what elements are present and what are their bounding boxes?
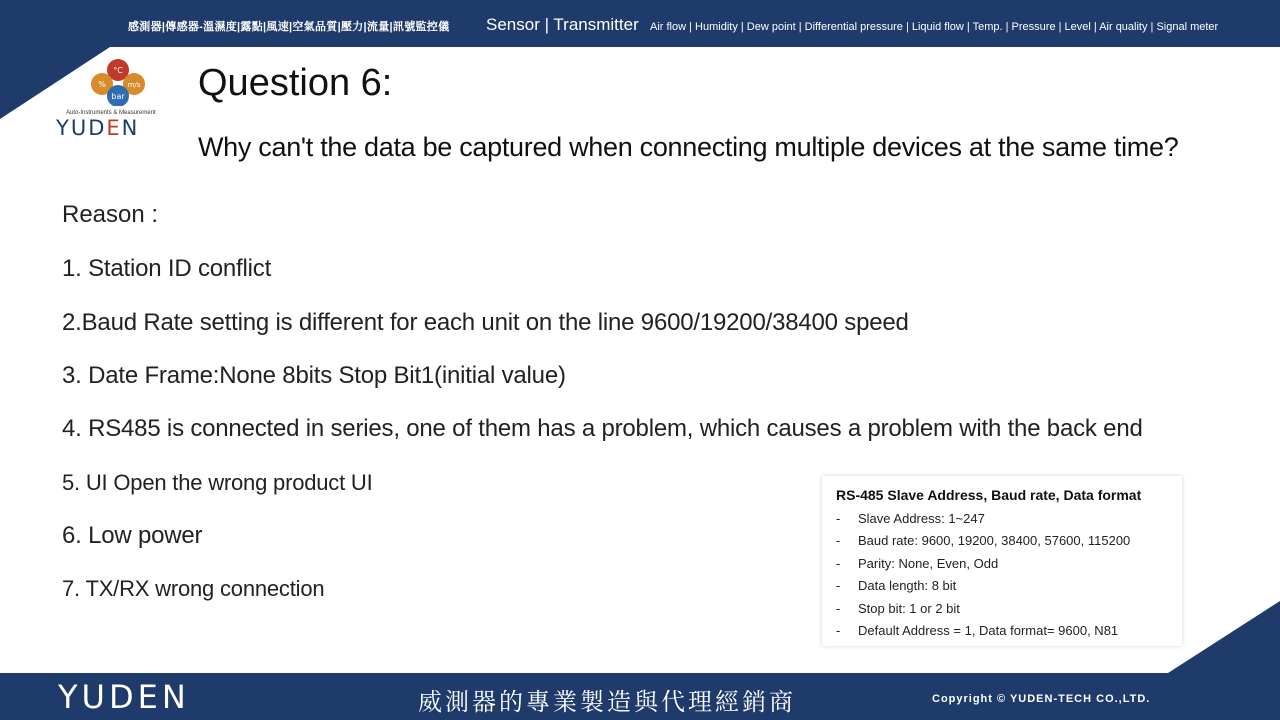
question-title: Question 6: — [198, 62, 393, 104]
spec-item: - Stop bit: 1 or 2 bit — [836, 601, 960, 616]
spec-item: - Baud rate: 9600, 19200, 38400, 57600, 115200 — [836, 533, 1131, 548]
reason-item: 1. Station ID conflict — [62, 255, 272, 282]
logo-unit-percent: % — [98, 80, 106, 89]
reason-item: 6. Low power — [62, 522, 203, 549]
header-categories-cn: 感測器|傳感器-溫濕度|露點|風速|空氣品質|壓力|流量|訊號監控儀 — [128, 21, 450, 33]
reason-item: 2.Baud Rate setting is different for each unit on the line 9600/19200/38400 speed — [62, 309, 909, 336]
footer-brand: YUDEN — [58, 678, 190, 716]
company-logo — [56, 58, 178, 140]
footer-copyright: Copyright © YUDEN-TECH CO.,LTD. — [932, 693, 1151, 705]
spec-title: RS-485 Slave Address, Baud rate, Data format — [836, 487, 1142, 503]
units-logo-icon — [84, 58, 154, 106]
footer-bar — [0, 673, 1280, 720]
spec-item: - Parity: None, Even, Odd — [836, 556, 999, 571]
logo-unit-bar: bar — [111, 92, 125, 101]
header-bar — [0, 0, 1280, 47]
logo-wordmark: YUDEN — [56, 116, 140, 140]
reason-item: 7. TX/RX wrong connection — [62, 576, 325, 601]
question-text: Why can't the data be captured when connecting multiple devices at the same time? — [198, 132, 1179, 162]
spec-item: - Slave Address: 1~247 — [836, 511, 985, 526]
header-subtitle: Air flow | Humidity | Dew point | Differential pressure | Liquid flow | Temp. | Pressure | Level | Air quality | Signal meter — [650, 21, 1219, 33]
spec-item: - Default Address = 1, Data format= 9600, N81 — [836, 623, 1119, 638]
corner-decoration-bottom — [1168, 601, 1280, 673]
logo-unit-c: °C — [113, 66, 123, 75]
reason-item: 4. RS485 is connected in series, one of them has a problem, which causes a problem with the back end — [62, 415, 1143, 442]
reason-label: Reason : — [62, 201, 159, 228]
logo-unit-ms: m/s — [127, 81, 141, 89]
rs485-spec-panel — [822, 476, 1182, 646]
header-title: Sensor | Transmitter — [486, 15, 639, 34]
footer-slogan: 威測器的專業製造與代理經銷商 — [418, 688, 796, 716]
reason-item: 3. Date Frame:None 8bits Stop Bit1(initial value) — [62, 362, 566, 389]
spec-item: - Data length: 8 bit — [836, 578, 957, 593]
reason-item: 5. UI Open the wrong product UI — [62, 470, 373, 495]
logo-tagline: Auto-Instruments & Measurement — [66, 110, 156, 116]
